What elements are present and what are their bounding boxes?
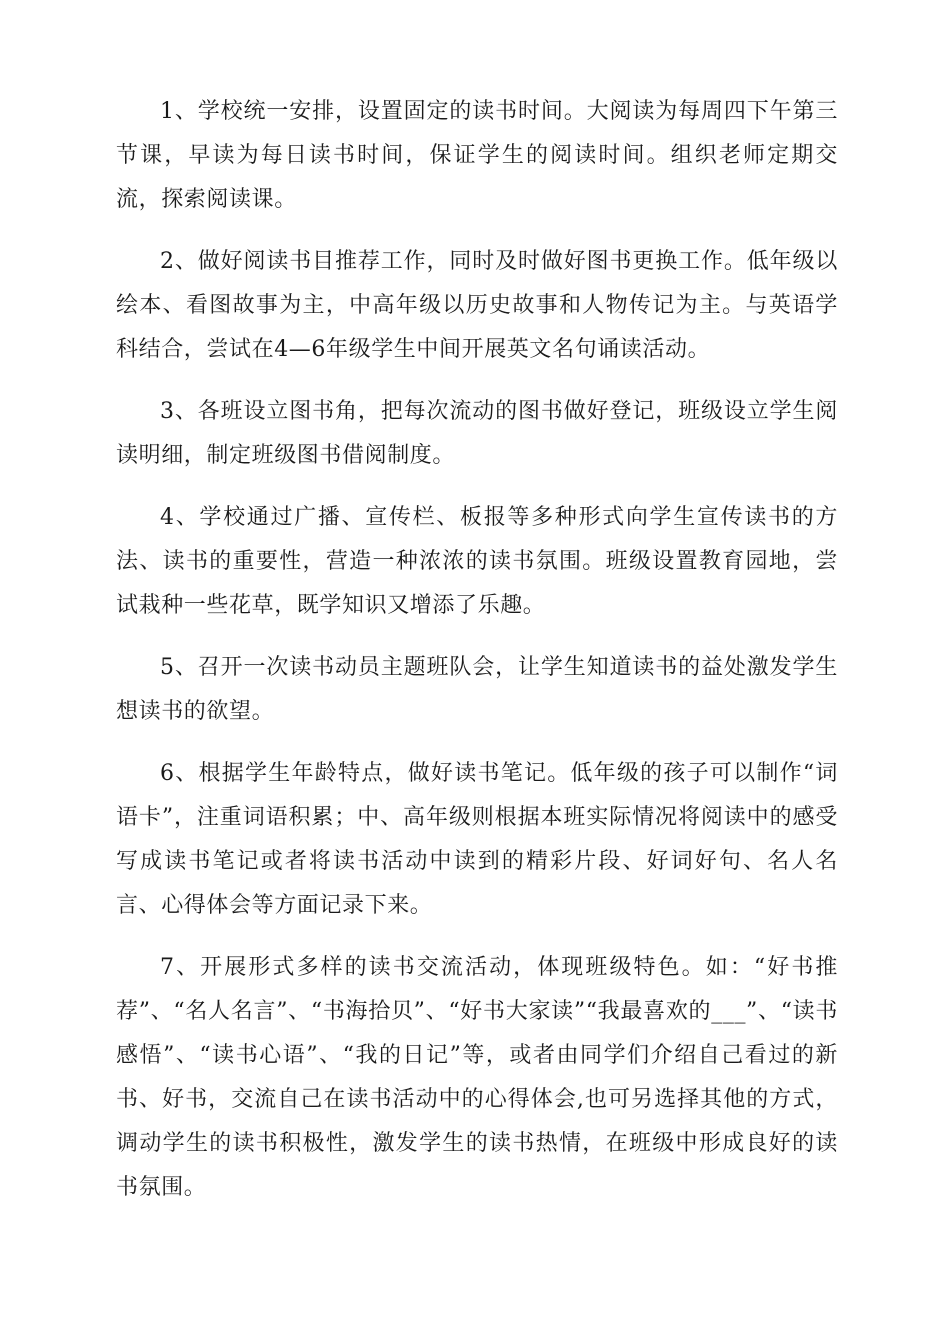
paragraph-3: 3、各班设立图书角，把每次流动的图书做好登记，班级设立学生阅读明细，制定班级图书借阅制度。 [116,399,838,468]
paragraph-1: 1、学校统一安排，设置固定的读书时间。大阅读为每周四下午第三节课，早读为每日读书时间，保证学生的阅读时间。组织老师定期交流，探索阅读课。 [116,99,838,212]
paragraph-2: 2、做好阅读书目推荐工作，同时及时做好图书更换工作。低年级以绘本、看图故事为主，中高年级以历史故事和人物传记为主。与英语学科结合，尝试在4—6年级学生中间开展英文名句诵读活动。 [116,249,838,362]
paragraph-5: 5、召开一次读书动员主题班队会，让学生知道读书的益处激发学生想读书的欲望。 [116,655,838,724]
paragraph-4: 4、学校通过广播、宣传栏、板报等多种形式向学生宣传读书的方法、读书的重要性，营造一种浓浓的读书氛围。班级设置教育园地，尝试栽种一些花草，既学知识又增添了乐趣。 [116,505,838,618]
paragraph-6: 6、根据学生年龄特点，做好读书笔记。低年级的孩子可以制作“词语卡”，注重词语积累；中、高年级则根据本班实际情况将阅读中的感受写成读书笔记或者将读书活动中读到的精彩片段、好词好句、名人名言、心得体会等方面记录下来。 [116,761,838,918]
paragraph-7: 7、开展形式多样的读书交流活动，体现班级特色。如：“好书推荐”、“名人名言”、“书海拾贝”、“好书大家读”“我最喜欢的___”、“读书感悟”、“读书心语”、“我的日记”等，或者由同学们介绍自己看过的新书、好书，交流自己在读书活动中的心得体会,也可另选择其他的方式，调动学生的读书积极性，激发学生的读书热情，在班级中形成良好的读书氛围。 [116,955,838,1200]
document-body [116,90,838,1228]
